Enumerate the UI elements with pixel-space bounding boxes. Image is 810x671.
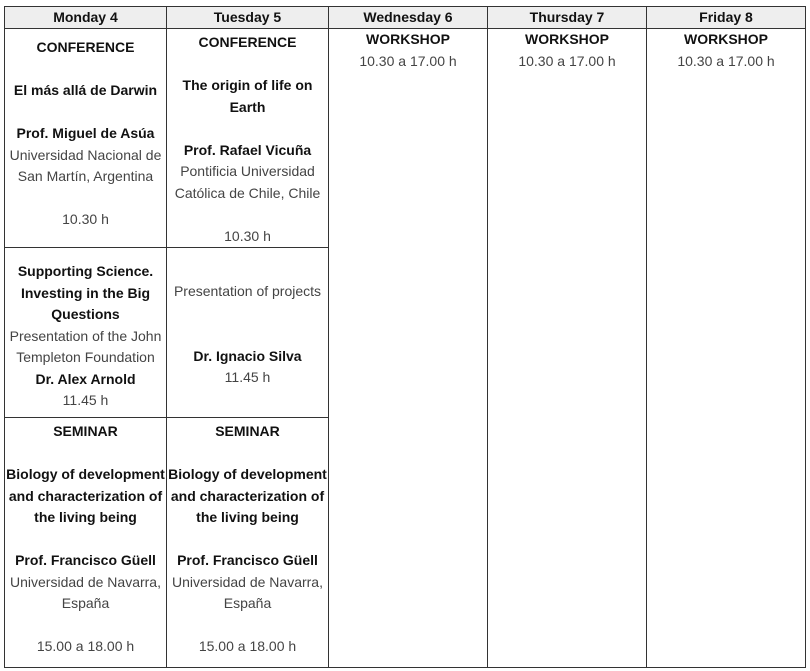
- monday-seminar-type: SEMINAR: [53, 423, 118, 439]
- monday-seminar-time: 15.00 a 18.00 h: [36, 638, 135, 654]
- tuesday-conference-affiliation-2: Católica de Chile, Chile: [174, 184, 321, 201]
- tuesday-conference-title-2: Earth: [229, 98, 266, 115]
- monday-seminar-title-2: and characterization of: [8, 487, 163, 504]
- header-monday: Monday 4: [5, 7, 167, 29]
- tuesday-conference-time: 10.30 h: [224, 227, 271, 244]
- monday-seminar-affiliation: Universidad de Navarra,: [10, 573, 161, 590]
- monday-conference-affiliation-2: San Martín, Argentina: [17, 168, 154, 184]
- monday-session2-speaker: Dr. Alex Arnold: [35, 370, 136, 387]
- thursday-workshop-time: 10.30 a 17.00 h: [518, 52, 616, 69]
- tuesday-seminar-affiliation: Universidad de Navarra,: [172, 573, 323, 590]
- tuesday-seminar-title-3: the living being: [196, 509, 299, 525]
- wednesday-workshop-cell: [329, 29, 488, 668]
- monday-session2-title: Supporting Science.: [17, 263, 154, 279]
- thursday-workshop-label: WORKSHOP: [525, 31, 609, 47]
- tuesday-seminar-type: SEMINAR: [215, 423, 280, 439]
- monday-conference-affiliation: Universidad Nacional de: [9, 146, 162, 163]
- tuesday-conference-affiliation: Pontificia Universidad: [180, 163, 315, 179]
- tuesday-session2-cell: [167, 248, 329, 418]
- header-wednesday: Wednesday 6: [329, 7, 488, 29]
- tuesday-seminar-cell: [167, 418, 329, 668]
- monday-session2-description: Presentation of the John: [9, 327, 162, 344]
- tuesday-seminar-affiliation-2: España: [223, 595, 272, 611]
- friday-workshop-cell: [647, 29, 806, 668]
- tuesday-seminar-title-2: and characterization of: [170, 487, 325, 504]
- tuesday-conference-title: The origin of life on: [182, 77, 313, 93]
- header-thursday: Thursday 7: [488, 7, 647, 29]
- wednesday-workshop-label: WORKSHOP: [366, 31, 450, 47]
- monday-seminar-cell: [5, 418, 167, 668]
- friday-workshop-label: WORKSHOP: [684, 31, 768, 47]
- monday-session2-time: 11.45 h: [62, 392, 109, 408]
- monday-conference-speaker: Prof. Miguel de Asúa: [16, 125, 155, 141]
- header-friday: Friday 8: [647, 7, 806, 29]
- tuesday-conference-cell: [167, 29, 329, 248]
- monday-seminar-title: Biology of development: [6, 466, 165, 482]
- thursday-workshop-cell: [488, 29, 647, 668]
- header-tuesday: Tuesday 5: [167, 7, 329, 29]
- monday-seminar-speaker: Prof. Francisco Güell: [15, 552, 156, 568]
- tuesday-session2-title: Presentation of projects: [173, 283, 322, 299]
- tuesday-seminar-speaker: Prof. Francisco Güell: [177, 552, 318, 568]
- monday-conference-cell: [5, 29, 167, 248]
- monday-session2-description-2: Templeton Foundation: [16, 349, 155, 365]
- tuesday-session2-speaker: Dr. Ignacio Silva: [193, 347, 302, 364]
- schedule-table: [4, 6, 806, 668]
- monday-conference-type: CONFERENCE: [36, 39, 135, 55]
- monday-session2-cell: [5, 248, 167, 418]
- monday-seminar-affiliation-2: España: [61, 595, 110, 611]
- tuesday-conference-speaker: Prof. Rafael Vicuña: [183, 141, 312, 158]
- monday-session2-title-2: Investing in the Big: [20, 284, 151, 301]
- monday-session2-title-3: Questions: [51, 306, 120, 322]
- monday-conference-time: 10.30 h: [62, 211, 109, 227]
- monday-seminar-title-3: the living being: [34, 509, 137, 525]
- friday-workshop-time: 10.30 a 17.00 h: [677, 52, 775, 69]
- header-row: [5, 7, 806, 29]
- monday-conference-title: El más allá de Darwin: [13, 82, 158, 98]
- tuesday-session2-time: 11.45 h: [224, 369, 271, 385]
- tuesday-seminar-title: Biology of development: [168, 466, 327, 482]
- tuesday-seminar-time: 15.00 a 18.00 h: [198, 638, 297, 654]
- wednesday-workshop-time: 10.30 a 17.00 h: [359, 52, 457, 69]
- tuesday-conference-type: CONFERENCE: [198, 34, 297, 50]
